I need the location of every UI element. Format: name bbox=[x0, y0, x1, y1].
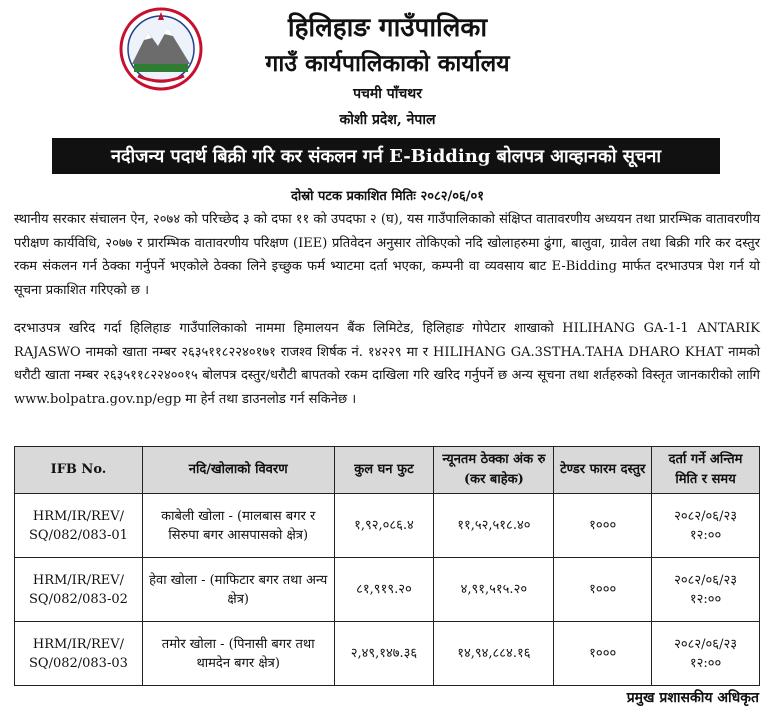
cell-ifb: HRM/IR/REV/ SQ/082/083-01 bbox=[15, 494, 143, 558]
cell-volume: १,९२,०८६.४ bbox=[334, 494, 434, 558]
cell-fee: १००० bbox=[554, 558, 652, 622]
header-tender-fee: टेण्डर फारम दस्तुर bbox=[554, 447, 652, 494]
table-row bbox=[15, 558, 760, 622]
cell-ifb: HRM/IR/REV/ SQ/082/083-03 bbox=[15, 622, 143, 686]
signature-title: प्रमुख प्रशासकीय अधिकृत bbox=[626, 690, 759, 706]
cell-min-amount: ४,९१,५१५.२० bbox=[434, 558, 554, 622]
cell-deadline bbox=[652, 558, 760, 622]
deadline-time: १२:०० bbox=[689, 527, 722, 543]
cell-min-amount: ११,५२,५१८.४० bbox=[434, 494, 554, 558]
deadline-date: २०८२/०६/२३ bbox=[674, 572, 737, 588]
header-deadline: दर्ता गर्ने अन्तिम मिति र समय bbox=[652, 447, 760, 494]
cell-volume: २,४९,१४७.३६ bbox=[334, 622, 434, 686]
cell-fee: १००० bbox=[554, 622, 652, 686]
cell-deadline bbox=[652, 494, 760, 558]
cell-ifb: HRM/IR/REV/ SQ/082/083-02 bbox=[15, 558, 143, 622]
notice-paragraph-1: स्थानीय सरकार संचालन ऐन, २०७४ को परिच्छेद ३ को दफा ११ को उपदफा २ (घ), यस गाउँपालिकाको संक्षिप्त वातावरणीय अध्ययन तथा प्रारम्भिक वातावरणीय परीक्षण कार्यविधि, २०७७ र प्रारम्भिक वातावरणीय परिक्षण (IEE) प्रतिवेदन अनुसार तोकिएको नदि खोलाहरुमा ढुंगा, बालुवा, ग्रावेल तथा बिक्री गरि कर दस्तुर रकम संकलन गर्न ठेक्का गर्नुपर्ने भएकोले ठेक्का लिने इच्छुक फर्म भ्याटमा दर्ता भएका, कम्पनी वा व्यवसाय बाट E-Bidding मार्फत दरभाउपत्र पेश गर्न यो सूचना प्रकाशित गरिएको छ । bbox=[14, 212, 760, 298]
cell-volume: ८१,९१९.२० bbox=[334, 558, 434, 622]
deadline-date: २०८२/०६/२३ bbox=[674, 636, 737, 652]
header-ifb-no: IFB No. bbox=[15, 447, 143, 494]
table-row bbox=[15, 622, 760, 686]
cell-river: तमोर खोला - (पिनासी बगर तथा थामदेन बगर क्षेत्र) bbox=[142, 622, 334, 686]
header-total-volume: कुल घन फुट bbox=[334, 447, 434, 494]
deadline-time: १२:०० bbox=[689, 591, 722, 607]
publication-date: दोस्रो पटक प्रकाशित मितिः २०८२/०६/०१ bbox=[290, 189, 485, 204]
table-row bbox=[15, 494, 760, 558]
notice-title-banner bbox=[52, 138, 720, 174]
municipality-title: हिलिहाङ गाउँपालिका bbox=[287, 13, 488, 43]
cell-river: काबेली खोला - (मालबास बगर र सिरुपा बगर आसपासको क्षेत्र) bbox=[142, 494, 334, 558]
cell-deadline bbox=[652, 622, 760, 686]
ifb-table bbox=[14, 446, 760, 686]
cell-min-amount: १४,९४,८८४.१६ bbox=[434, 622, 554, 686]
deadline-time: १२:०० bbox=[689, 655, 722, 671]
province-name: कोशी प्रदेश, नेपाल bbox=[339, 112, 436, 128]
deadline-date: २०८२/०६/२३ bbox=[674, 508, 737, 524]
notice-paragraph-2: दरभाउपत्र खरिद गर्दा हिलिहाङ गाउँपालिकाको नाममा हिमालयन बैंक लिमिटेड, हिलिहाङ गोपेटार शाखाको HILIHANG GA-1-1 ANTARIK RAJASWO नामको खाता नम्बर २६३५११८२२४०१७१ राजश्व शिर्षक नं. १४२२९ मा र HILIHANG GA.3STHA.TAHA DHARO KHAT नामको धरौटी खाता नम्बर २६३५११८२२४००१५ बोलपत्र दस्तुर/धरौटी बापतको रकम दाखिला गरि खरिद गर्नुपर्ने छ अन्य सूचना तथा शर्तहरुको विस्तृत जानकारीको लागि www.bolpatra.gov.np/egp मा हेर्न तथा डाउनलोड गर्न सकिनेछ । bbox=[14, 321, 760, 407]
notice-title-text: नदीजन्य पदार्थ बिक्री गरि कर संकलन गर्न E-Bidding बोलपत्र आव्हानको सूचना bbox=[110, 146, 662, 167]
header-min-amount: न्यूनतम ठेक्का अंक रु (कर बाहेक) bbox=[434, 447, 554, 494]
cell-fee: १००० bbox=[554, 494, 652, 558]
district-name: पचमी पाँचथर bbox=[353, 86, 422, 102]
office-title: गाउँ कार्यपालिकाको कार्यालय bbox=[265, 50, 510, 77]
table-header-row bbox=[15, 447, 760, 494]
cell-river: हेवा खोला - (माफिटार बगर तथा अन्य क्षेत्र) bbox=[142, 558, 334, 622]
header-river-details: नदि/खोलाको विवरण bbox=[142, 447, 334, 494]
